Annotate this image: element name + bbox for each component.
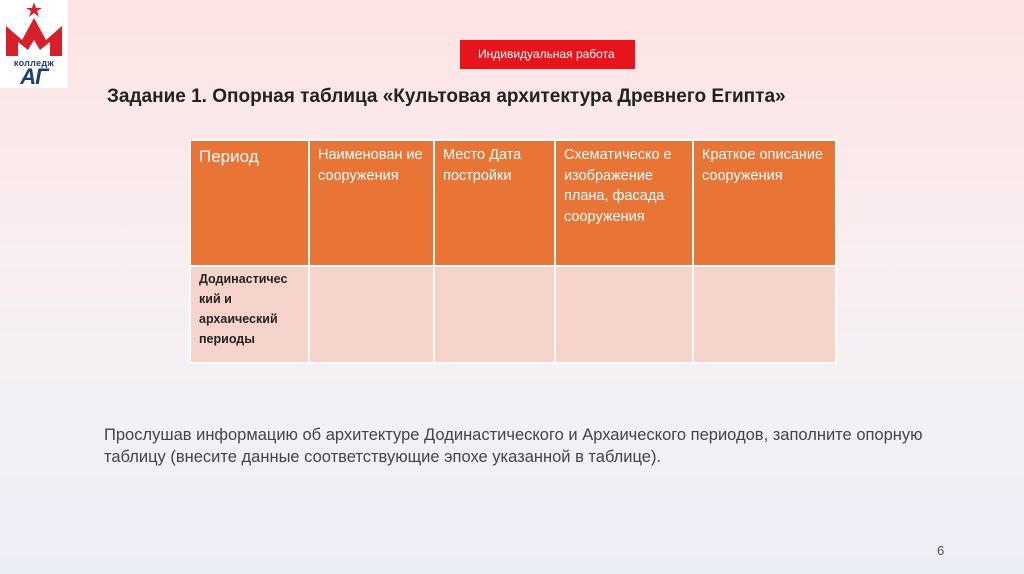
header-cell-description: Краткое описание сооружения [693,140,836,266]
instruction-text: Прослушав информацию об архитектуре Додинастического и Архаического периодов, заполните опорную таблицу (внесите данные соответствующие эпохе указанной в таблице). [104,426,923,466]
page-number: 6 [937,543,945,558]
table-cell [693,266,836,363]
table-cell [555,266,693,363]
table-cell [309,266,434,363]
table-cell [434,266,555,363]
table-header-row [190,140,836,266]
page-title: Задание 1. Опорная таблица «Культовая архитектура Древнего Египта» [107,86,786,107]
table-row [190,266,836,363]
table-cell-period: Додинастичес кий и архаический периоды [190,266,309,363]
header-cell-name: Наименован ие сооружения [309,140,434,266]
header-cell-scheme: Схематическо е изображение плана, фасада сооружения [555,140,693,266]
logo-letters: АГ [20,64,48,89]
reference-table [189,139,837,364]
header-cell-place-date: Место Дата постройки [434,140,555,266]
work-type-badge: Индивидуальная работа [460,40,635,69]
college-logo [0,0,68,88]
logo-caption: колледж [13,58,55,68]
kremlin-logo-icon [0,0,68,60]
header-cell-period: Период [190,140,309,266]
